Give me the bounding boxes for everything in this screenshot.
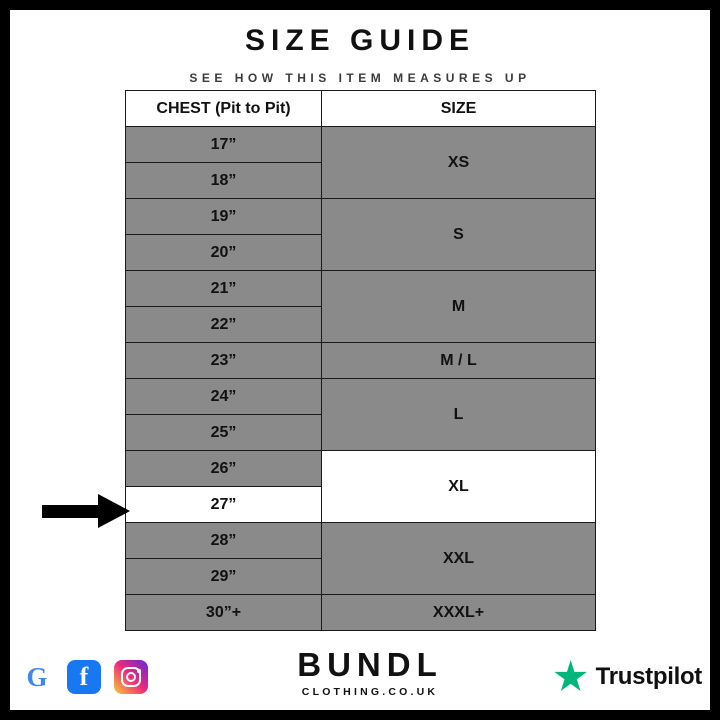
size-guide-card — [10, 10, 710, 710]
arrow-shaft — [42, 505, 100, 518]
star-icon — [554, 660, 588, 694]
instagram-icon[interactable] — [114, 660, 148, 694]
size-value: S — [322, 199, 596, 271]
table-row — [126, 127, 596, 163]
chest-value: 21” — [126, 271, 322, 307]
chest-value: 26” — [126, 451, 322, 487]
column-header-size: SIZE — [322, 91, 596, 127]
trustpilot-badge[interactable] — [554, 660, 702, 694]
table-row — [126, 595, 596, 631]
table-row — [126, 199, 596, 235]
table-row — [126, 271, 596, 307]
arrow-head — [98, 494, 130, 528]
chest-value: 23” — [126, 343, 322, 379]
chest-value: 22” — [126, 307, 322, 343]
instagram-dot — [137, 669, 141, 673]
google-icon[interactable]: G — [20, 660, 54, 694]
brand-name: BUNDL — [297, 646, 443, 683]
size-table — [125, 90, 596, 631]
chest-value: 19” — [126, 199, 322, 235]
trustpilot-label: Trustpilot — [595, 663, 702, 690]
facebook-icon[interactable]: f — [67, 660, 101, 694]
table-row — [126, 379, 596, 415]
size-value: XXXL+ — [322, 595, 596, 631]
size-value-selected: XL — [322, 451, 596, 523]
chest-value: 17” — [126, 127, 322, 163]
chest-value-selected: 27” — [126, 487, 322, 523]
size-table-container — [125, 90, 595, 631]
table-row — [126, 523, 596, 559]
size-value: XS — [322, 127, 596, 199]
chest-value: 25” — [126, 415, 322, 451]
size-value: L — [322, 379, 596, 451]
chest-value: 29” — [126, 559, 322, 595]
brand-logo — [260, 648, 480, 698]
chest-value: 30”+ — [126, 595, 322, 631]
chest-value: 28” — [126, 523, 322, 559]
social-icons — [20, 660, 148, 694]
size-value: M — [322, 271, 596, 343]
column-header-chest: CHEST (Pit to Pit) — [126, 91, 322, 127]
table-row — [126, 343, 596, 379]
chest-value: 20” — [126, 235, 322, 271]
table-row — [126, 451, 596, 487]
size-value: M / L — [322, 343, 596, 379]
table-header-row — [126, 91, 596, 127]
page-subtitle: SEE HOW THIS ITEM MEASURES UP — [189, 71, 531, 85]
page-title: SIZE GUIDE — [244, 24, 476, 57]
selected-row-arrow-icon — [42, 494, 132, 528]
instagram-lens — [126, 672, 136, 682]
size-value: XXL — [322, 523, 596, 595]
brand-domain: CLOTHING.CO.UK — [301, 685, 439, 698]
chest-value: 24” — [126, 379, 322, 415]
footer — [10, 638, 710, 710]
chest-value: 18” — [126, 163, 322, 199]
